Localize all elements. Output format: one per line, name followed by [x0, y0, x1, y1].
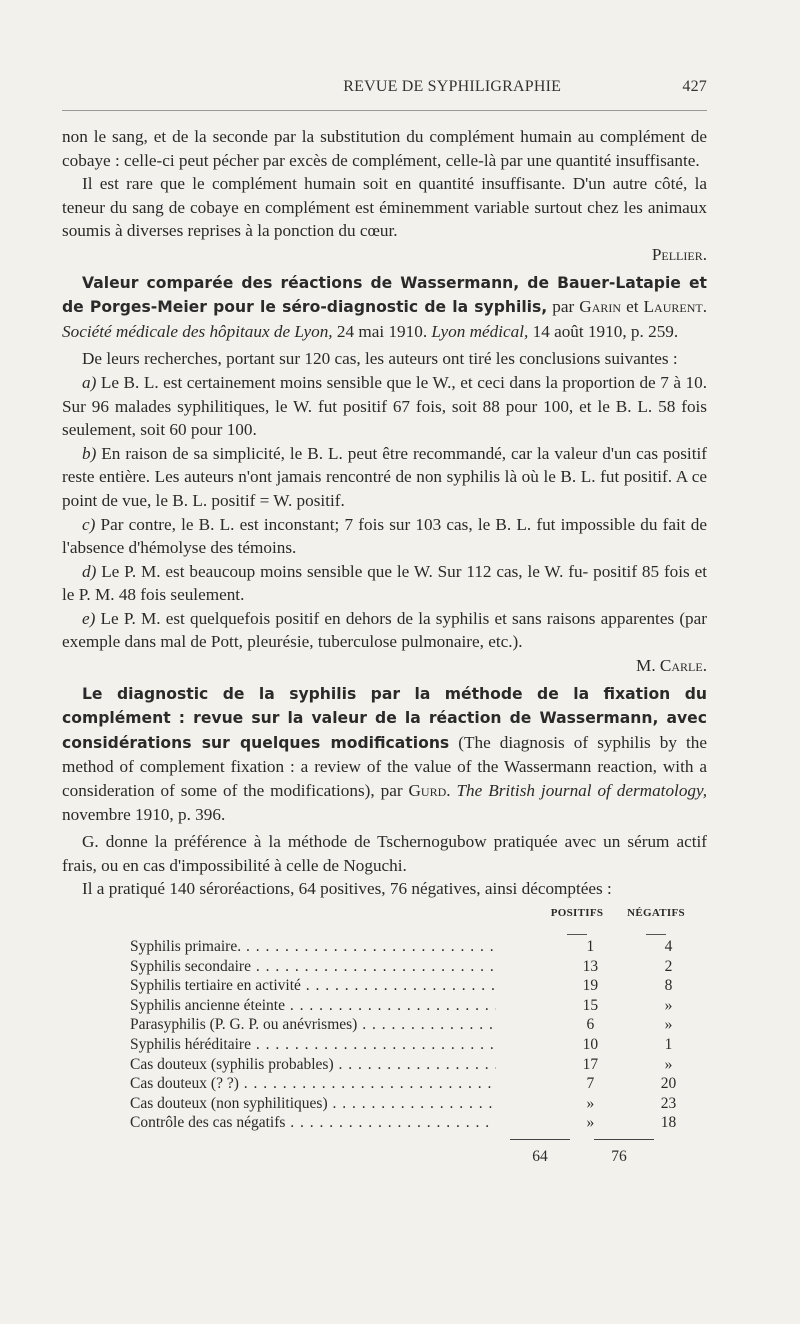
running-head — [62, 78, 707, 100]
table-row — [62, 976, 707, 996]
total-positifs: 64 — [532, 1147, 548, 1165]
article-2-date: novembre 1910, p. 396. — [62, 804, 226, 824]
row-label: Cas douteux (? ?) . . . — [62, 1074, 496, 1094]
paragraph-4: G. donne la préférence à la méthode de Tschernogubow pratiquée avec un sérum actif frais, ou en cas d'impossibilité à celle de Noguchi. — [62, 832, 707, 875]
row-positifs: 10 — [582, 1035, 599, 1053]
table-row — [62, 1113, 707, 1133]
article-1-citation — [62, 271, 707, 344]
row-label: Syphilis ancienne éteinte . . . — [62, 996, 496, 1016]
row-negatifs: 4 — [664, 938, 673, 955]
row-label: Cas douteux (syphilis probables) . . . — [62, 1055, 496, 1075]
column-header-negatifs: NÉGATIFS — [627, 907, 685, 919]
article-2-citation — [62, 682, 707, 827]
row-negatifs: 20 — [660, 1075, 677, 1093]
article-2-sep: . — [446, 781, 457, 801]
conclusion-d-text: Le P. M. est beaucoup moins sensible que le W. Sur 112 cas, le W. fu- positif 85 fois et le P. M. 48 fois seulement. — [62, 561, 707, 605]
row-positifs: » — [586, 1094, 595, 1112]
conclusion-b — [62, 442, 707, 513]
conclusion-c-label: c) — [82, 514, 96, 534]
table-row — [62, 937, 707, 957]
row-negatifs: 8 — [664, 977, 673, 995]
row-label: Syphilis secondaire . . . — [62, 957, 496, 977]
totals-rule — [62, 1139, 707, 1140]
table-row — [62, 1094, 707, 1114]
row-positifs: 19 — [582, 977, 599, 995]
conclusion-e-label: e) — [82, 608, 96, 628]
header-rule — [62, 110, 707, 111]
running-title: REVUE DE SYPHILIGRAPHIE — [343, 78, 562, 95]
row-negatifs: » — [664, 1055, 673, 1073]
signature-carle: M. Carle. — [636, 656, 707, 676]
conclusion-e — [62, 607, 707, 654]
row-positifs: » — [586, 1114, 595, 1132]
dash-negatifs — [617, 925, 695, 937]
row-label: Contrôle des cas négatifs . . . — [62, 1113, 496, 1133]
paragraph-5: Il a pratiqué 140 séroréactions, 64 positives, 76 négatives, ainsi décomptées : — [82, 879, 612, 899]
article-1-sep: . — [702, 297, 707, 317]
conclusion-c — [62, 513, 707, 560]
total-negatifs: 76 — [611, 1147, 627, 1165]
table-row — [62, 1015, 707, 1035]
article-2-title: Le diagnostic de la syphilis par la méthode de la fixation du complément : revue sur la valeur de la réaction de Wassermann, avec considérations sur quelques modifications — [62, 684, 707, 752]
row-negatifs: 2 — [664, 957, 673, 975]
dash-positifs — [537, 925, 617, 937]
table-row — [62, 1055, 707, 1075]
column-header-positifs: POSITIFS — [550, 907, 604, 919]
conclusion-d — [62, 560, 707, 607]
article-1-and: et — [621, 297, 644, 317]
row-positifs: 17 — [582, 1055, 599, 1073]
table-body — [62, 937, 707, 1133]
article-1-source: Société médicale des hôpitaux de Lyon, — [62, 321, 333, 341]
page-number: 427 — [682, 78, 707, 95]
row-positifs: 1 — [586, 938, 595, 955]
row-negatifs: 18 — [660, 1114, 677, 1132]
article-2-author: Gurd — [408, 781, 447, 801]
row-negatifs: 23 — [660, 1094, 677, 1112]
article-2-journal: The British journal of dermatology, — [456, 781, 707, 801]
row-positifs: 13 — [582, 957, 599, 975]
article-2-translation: (The diagnosis of syphilis by the method of complement fixation : a review of the value of the Wassermann reaction, with a consideration of some of the modifications), par — [62, 732, 707, 801]
conclusion-b-text: En raison de sa simplicité, le B. L. peut être recommandé, car la valeur d'un cas positif reste entière. Les auteurs n'ont jamais rencontré de non syphilis là où le B. L. fut positif. A ce point de vue, le B. L. positif = W. positif. — [62, 443, 707, 510]
conclusion-b-label: b) — [82, 443, 97, 463]
row-positifs: 7 — [586, 1075, 595, 1093]
signature-pellier: Pellier. — [651, 244, 707, 264]
conclusion-a-text: Le B. L. est certainement moins sensible que le W., et ceci dans la proportion de 7 à 10. Sur 96 malades syphilitiques, le W. fut positif 67 fois, soit 88 pour 100, et le B. L. 58 fois seulement, soit 60 pour 100. — [62, 372, 707, 440]
article-1-by: par — [547, 297, 580, 317]
row-label: Cas douteux (non syphilitiques) . . . — [62, 1094, 496, 1114]
conclusion-c-text: Par contre, le B. L. est inconstant; 7 fois sur 103 cas, le B. L. fut impossible du fait de l'absence d'hémolyse des témoins. — [62, 514, 707, 558]
row-positifs: 15 — [582, 996, 599, 1014]
row-label: Parasyphilis (P. G. P. ou anévrismes) . . . — [62, 1015, 496, 1035]
article-1-author-2: Laurent — [643, 297, 703, 317]
row-label: Syphilis héréditaire . . . — [62, 1035, 496, 1055]
table-row — [62, 1074, 707, 1094]
header-dashes — [62, 925, 707, 937]
table-row — [62, 957, 707, 977]
row-negatifs: 1 — [664, 1035, 673, 1053]
conclusion-a — [62, 371, 707, 442]
article-1-date: 24 mai 1910. — [332, 321, 432, 341]
table-header — [62, 907, 707, 919]
row-label: Syphilis primaire. . . . — [62, 937, 496, 957]
article-1-author-1: Garin — [579, 297, 622, 317]
paragraph-2 — [62, 172, 707, 243]
paragraph-1: non le sang, et de la seconde par la substitution du complément humain au complément de cobaye : celle-ci peut pécher par excès de complément, celle-là par une quantité insuffisante. — [62, 127, 707, 170]
article-1-journal: Lyon médical, — [431, 321, 529, 341]
table-row — [62, 1035, 707, 1055]
row-negatifs: » — [664, 996, 673, 1014]
paragraph-2-text: Il est rare que le complément humain soit en quantité insuffisante. D'un autre côté, la teneur du sang de cobaye en complément est éminemment variable surtout chez les animaux soumis à diverses reprises à la ponction du cœur. — [62, 174, 707, 241]
article-1-title: Valeur comparée des réactions de Wassermann, de Bauer-Latapie et de Porges-Meier pour le séro-diagnostic de la syphilis, — [62, 273, 707, 317]
totals-row — [62, 1148, 707, 1166]
conclusion-a-label: a) — [82, 372, 97, 392]
article-1-date-2: 14 août 1910, p. 259. — [528, 321, 679, 341]
row-positifs: 6 — [586, 1016, 595, 1034]
conclusion-d-label: d) — [82, 561, 97, 581]
page — [62, 78, 707, 1166]
results-table — [62, 907, 707, 1166]
row-label: Syphilis tertiaire en activité . . . — [62, 976, 496, 996]
paragraph-3: De leurs recherches, portant sur 120 cas, les auteurs ont tiré les conclusions suivantes : — [82, 349, 678, 369]
row-negatifs: » — [664, 1016, 673, 1034]
conclusion-e-text: Le P. M. est quelquefois positif en dehors de la syphilis et sans raisons apparentes (par exemple dans mal de Pott, pleurésie, tuberculose pulmonaire, etc.). — [62, 608, 707, 652]
table-row — [62, 996, 707, 1016]
